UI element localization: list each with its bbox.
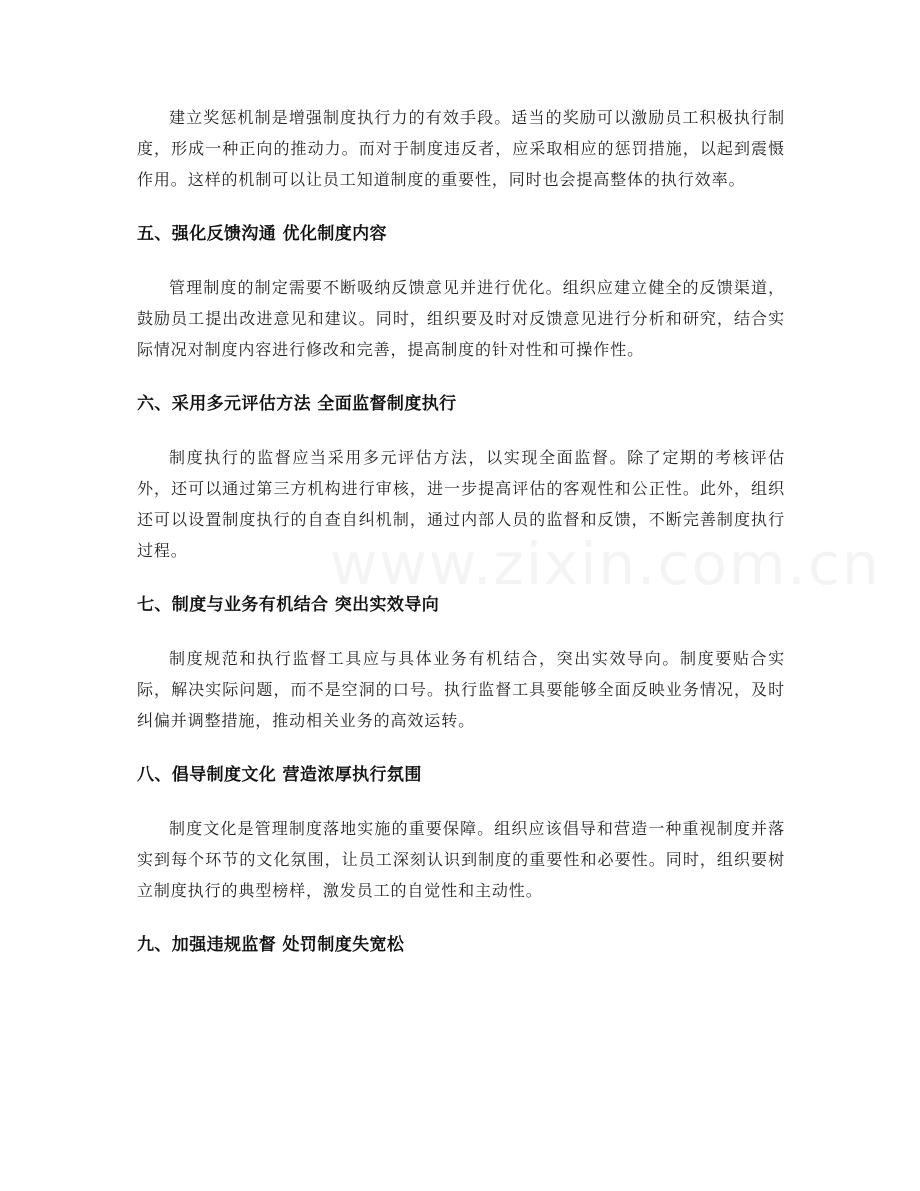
- heading-section-8: 八、倡导制度文化 营造浓厚执行氛围: [137, 765, 422, 785]
- heading-section-5: 五、强化反馈沟通 优化制度内容: [137, 224, 387, 244]
- heading-section-9: 九、加强违规监督 处罚制度失宽松: [137, 935, 405, 955]
- paragraph-section-6: 制度执行的监督应当采用多元评估方法，以实现全面监督。除了定期的考核评估外，还可以通过第三方机构进行审核，进一步提高评估的客观性和公正性。此外，组织还可以设置制度执行的自查自纠机制，通过内部人员的监督和反馈，不断完善制度执行过程。: [137, 448, 785, 560]
- paragraph-section-7: 制度规范和执行监督工具应与具体业务有机结合，突出实效导向。制度要贴合实际，解决实际问题，而不是空洞的口号。执行监督工具要能够全面反映业务情况，及时纠偏并调整措施，推动相关业务的高效运转。: [137, 649, 785, 730]
- paragraph-section-5: 管理制度的制定需要不断吸纳反馈意见并进行优化。组织应建立健全的反馈渠道，鼓励员工提出改进意见和建议。同时，组织要及时对反馈意见进行分析和研究，结合实际情况对制度内容进行修改和完善，提高制度的针对性和可操作性。: [137, 278, 785, 359]
- heading-section-6: 六、采用多元评估方法 全面监督制度执行: [137, 394, 457, 414]
- paragraph-reward-punishment: 建立奖惩机制是增强制度执行力的有效手段。适当的奖励可以激励员工积极执行制度，形成一种正向的推动力。而对于制度违反者，应采取相应的惩罚措施，以起到震慑作用。这样的机制可以让员工知道制度的重要性，同时也会提高整体的执行效率。: [137, 108, 785, 189]
- heading-section-7: 七、制度与业务有机结合 突出实效导向: [137, 595, 440, 615]
- paragraph-section-8: 制度文化是管理制度落地实施的重要保障。组织应该倡导和营造一种重视制度并落实到每个环节的文化氛围，让员工深刻认识到制度的重要性和必要性。同时，组织要树立制度执行的典型榜样，激发员工的自觉性和主动性。: [137, 819, 785, 900]
- document-body: [137, 102, 785, 961]
